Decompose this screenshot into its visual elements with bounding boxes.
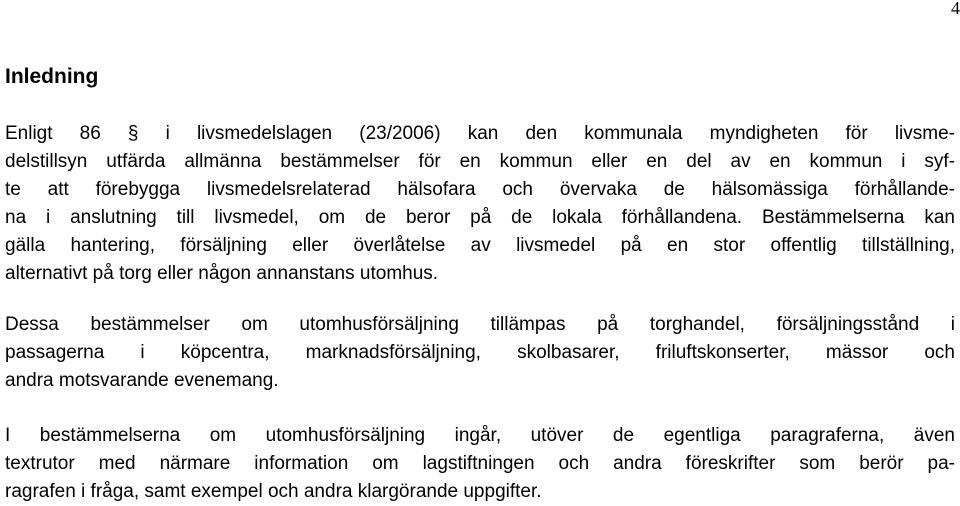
paragraph-1 (5, 120, 955, 288)
paragraph-1-line-6: alternativt på torg eller någon annanstans utomhus. (5, 263, 439, 284)
section-heading: Inledning (5, 65, 99, 88)
paragraph-3-line-2: textrutor med närmare information om lagstiftningen och andra föreskrifter som berör pa- (5, 453, 955, 474)
paragraph-2-line-3: andra motsvarande evenemang. (5, 370, 279, 391)
paragraph-1-line-4: na i anslutning till livsmedel, om de beror på de lokala förhållandena. Bestämmelserna kan (5, 207, 955, 228)
paragraph-1-line-3: te att förebygga livsmedelsrelaterad hälsofara och övervaka de hälsomässiga förhållande- (5, 179, 955, 200)
paragraph-3-line-1: I bestämmelserna om utomhusförsäljning ingår, utöver de egentliga paragraferna, även (5, 425, 955, 446)
paragraph-3 (5, 422, 955, 506)
paragraph-1-line-1: Enligt 86 § i livsmedelslagen (23/2006) kan den kommunala myndigheten för livsme- (5, 123, 955, 144)
paragraph-1-line-2: delstillsyn utfärda allmänna bestämmelser för en kommun eller en del av en kommun i syf- (5, 151, 955, 172)
paragraph-3-line-3: ragrafen i fråga, samt exempel och andra klargörande uppgifter. (5, 481, 542, 502)
paragraph-2 (5, 311, 955, 395)
paragraph-1-line-5: gälla hantering, försäljning eller överlåtelse av livsmedel på en stor offentlig tillställning, (5, 235, 955, 256)
paragraph-2-line-1: Dessa bestämmelser om utomhusförsäljning tillämpas på torghandel, försäljningsstånd i (5, 314, 955, 335)
paragraph-2-line-2: passagerna i köpcentra, marknadsförsäljning, skolbasarer, friluftskonserter, mässor och (5, 342, 955, 363)
page-number: 4 (951, 0, 960, 18)
